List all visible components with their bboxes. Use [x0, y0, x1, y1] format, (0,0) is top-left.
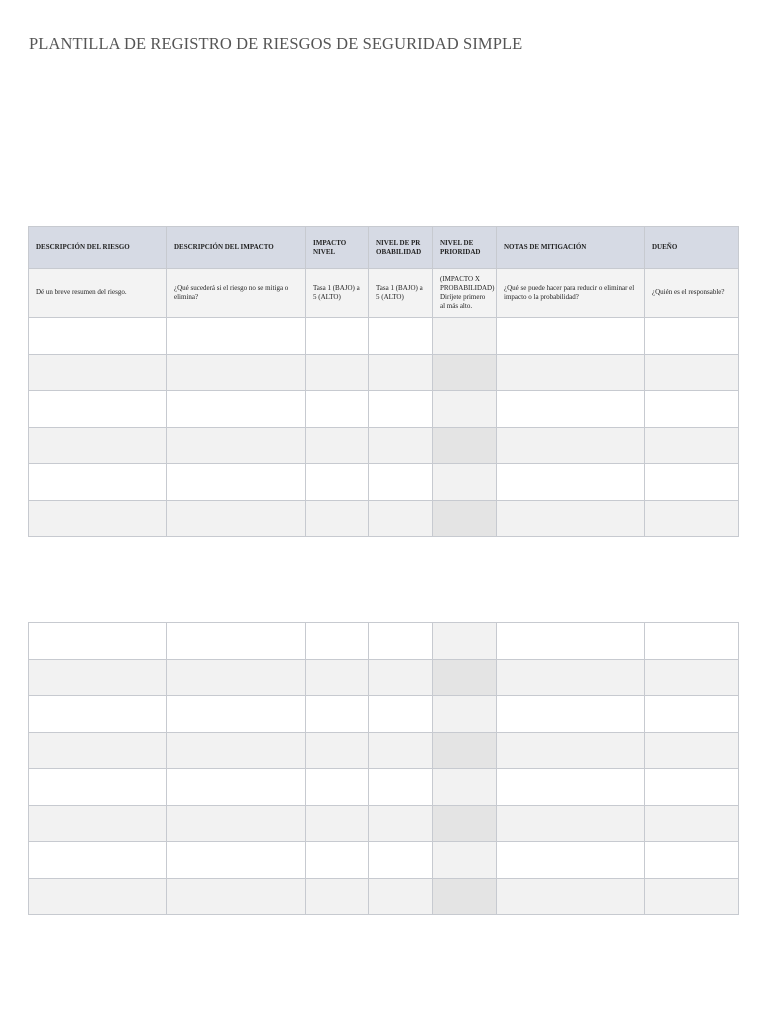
probability-level-cell[interactable]: [369, 464, 433, 501]
mitigation-notes-cell[interactable]: [497, 696, 645, 733]
mitigation-notes-cell[interactable]: [497, 659, 645, 696]
priority-level-cell[interactable]: [433, 878, 497, 915]
impact-description-cell[interactable]: [167, 805, 306, 842]
priority-level-cell[interactable]: [433, 805, 497, 842]
header-row: [29, 227, 739, 269]
priority-level-cell[interactable]: [433, 696, 497, 733]
mitigation-notes-cell[interactable]: [497, 623, 645, 660]
risk-description-cell[interactable]: [29, 732, 167, 769]
risk-description-cell[interactable]: [29, 659, 167, 696]
table-row: [29, 318, 739, 355]
priority-level-cell[interactable]: [433, 732, 497, 769]
impact-level-cell[interactable]: [306, 842, 369, 879]
table-row: [29, 805, 739, 842]
header-mitigation-notes: NOTAS DE MITIGACIÓN: [497, 227, 645, 269]
mitigation-notes-cell[interactable]: [497, 427, 645, 464]
impact-description-cell[interactable]: [167, 659, 306, 696]
owner-cell[interactable]: [645, 769, 739, 806]
risk-register-table-continued: [28, 622, 739, 915]
table-row: [29, 696, 739, 733]
priority-level-cell[interactable]: [433, 623, 497, 660]
impact-level-cell[interactable]: [306, 623, 369, 660]
probability-level-cell[interactable]: [369, 842, 433, 879]
owner-cell[interactable]: [645, 427, 739, 464]
mitigation-notes-cell[interactable]: [497, 500, 645, 537]
impact-level-cell[interactable]: [306, 659, 369, 696]
impact-description-cell[interactable]: [167, 318, 306, 355]
owner-cell[interactable]: [645, 318, 739, 355]
mitigation-notes-cell[interactable]: [497, 842, 645, 879]
table-row: [29, 500, 739, 537]
probability-level-cell[interactable]: [369, 427, 433, 464]
owner-cell[interactable]: [645, 878, 739, 915]
priority-level-cell[interactable]: [433, 318, 497, 355]
guide-row: [29, 269, 739, 318]
owner-cell[interactable]: [645, 659, 739, 696]
impact-level-cell[interactable]: [306, 732, 369, 769]
guide-impact-level: Tasa 1 (BAJO) a 5 (ALTO): [306, 269, 369, 318]
priority-level-cell[interactable]: [433, 391, 497, 428]
header-priority-level: NIVEL DE PRIORIDAD: [433, 227, 497, 269]
risk-description-cell[interactable]: [29, 696, 167, 733]
owner-cell[interactable]: [645, 464, 739, 501]
probability-level-cell[interactable]: [369, 354, 433, 391]
impact-level-cell[interactable]: [306, 354, 369, 391]
header-owner: DUEÑO: [645, 227, 739, 269]
probability-level-cell[interactable]: [369, 623, 433, 660]
owner-cell[interactable]: [645, 696, 739, 733]
owner-cell[interactable]: [645, 805, 739, 842]
table-row: [29, 842, 739, 879]
guide-owner: ¿Quién es el responsable?: [645, 269, 739, 318]
risk-description-cell[interactable]: [29, 354, 167, 391]
header-impact-description: DESCRIPCIÓN DEL IMPACTO: [167, 227, 306, 269]
owner-cell[interactable]: [645, 354, 739, 391]
impact-level-cell[interactable]: [306, 805, 369, 842]
table-row: [29, 878, 739, 915]
probability-level-cell[interactable]: [369, 732, 433, 769]
mitigation-notes-cell[interactable]: [497, 769, 645, 806]
risk-description-cell[interactable]: [29, 427, 167, 464]
impact-level-cell[interactable]: [306, 427, 369, 464]
guide-priority-level: (IMPACTO X PROBABILIDAD) Diríjete primero al más alto.: [433, 269, 497, 318]
page-title: PLANTILLA DE REGISTRO DE RIESGOS DE SEGURIDAD SIMPLE: [29, 34, 523, 53]
impact-level-cell[interactable]: [306, 391, 369, 428]
table-row: [29, 464, 739, 501]
impact-description-cell[interactable]: [167, 842, 306, 879]
header-risk-description: DESCRIPCIÓN DEL RIESGO: [29, 227, 167, 269]
impact-description-cell[interactable]: [167, 354, 306, 391]
probability-level-cell[interactable]: [369, 318, 433, 355]
priority-level-cell[interactable]: [433, 427, 497, 464]
owner-cell[interactable]: [645, 623, 739, 660]
owner-cell[interactable]: [645, 500, 739, 537]
priority-level-cell[interactable]: [433, 354, 497, 391]
table-row: [29, 391, 739, 428]
probability-level-cell[interactable]: [369, 769, 433, 806]
impact-level-cell[interactable]: [306, 878, 369, 915]
impact-description-cell[interactable]: [167, 464, 306, 501]
mitigation-notes-cell[interactable]: [497, 318, 645, 355]
mitigation-notes-cell[interactable]: [497, 464, 645, 501]
mitigation-notes-cell[interactable]: [497, 732, 645, 769]
impact-level-cell[interactable]: [306, 696, 369, 733]
impact-description-cell[interactable]: [167, 427, 306, 464]
impact-level-cell[interactable]: [306, 318, 369, 355]
probability-level-cell[interactable]: [369, 696, 433, 733]
impact-description-cell[interactable]: [167, 769, 306, 806]
impact-description-cell[interactable]: [167, 878, 306, 915]
impact-description-cell[interactable]: [167, 732, 306, 769]
mitigation-notes-cell[interactable]: [497, 805, 645, 842]
guide-impact-description: ¿Qué sucederá si el riesgo no se mitiga o elimina?: [167, 269, 306, 318]
mitigation-notes-cell[interactable]: [497, 391, 645, 428]
risk-description-cell[interactable]: [29, 842, 167, 879]
table-row: [29, 623, 739, 660]
probability-level-cell[interactable]: [369, 659, 433, 696]
table-row: [29, 427, 739, 464]
table-row: [29, 769, 739, 806]
risk-description-cell[interactable]: [29, 391, 167, 428]
header-impact-level: IMPACTO NIVEL: [306, 227, 369, 269]
risk-description-cell[interactable]: [29, 769, 167, 806]
risk-description-cell[interactable]: [29, 500, 167, 537]
impact-description-cell[interactable]: [167, 391, 306, 428]
risk-register-table: [28, 226, 739, 537]
impact-description-cell[interactable]: [167, 696, 306, 733]
risk-description-cell[interactable]: [29, 318, 167, 355]
impact-description-cell[interactable]: [167, 623, 306, 660]
impact-description-cell[interactable]: [167, 500, 306, 537]
owner-cell[interactable]: [645, 391, 739, 428]
priority-level-cell[interactable]: [433, 464, 497, 501]
guide-probability-level: Tasa 1 (BAJO) a 5 (ALTO): [369, 269, 433, 318]
risk-description-cell[interactable]: [29, 805, 167, 842]
risk-description-cell[interactable]: [29, 623, 167, 660]
owner-cell[interactable]: [645, 732, 739, 769]
guide-mitigation-notes: ¿Qué se puede hacer para reducir o eliminar el impacto o la probabilidad?: [497, 269, 645, 318]
impact-level-cell[interactable]: [306, 464, 369, 501]
priority-level-cell[interactable]: [433, 659, 497, 696]
mitigation-notes-cell[interactable]: [497, 878, 645, 915]
probability-level-cell[interactable]: [369, 391, 433, 428]
probability-level-cell[interactable]: [369, 805, 433, 842]
impact-level-cell[interactable]: [306, 500, 369, 537]
mitigation-notes-cell[interactable]: [497, 354, 645, 391]
priority-level-cell[interactable]: [433, 769, 497, 806]
table-row: [29, 659, 739, 696]
table-row: [29, 354, 739, 391]
owner-cell[interactable]: [645, 842, 739, 879]
header-probability-level: NIVEL DE PROBABILIDAD: [369, 227, 433, 269]
risk-description-cell[interactable]: [29, 464, 167, 501]
impact-level-cell[interactable]: [306, 769, 369, 806]
probability-level-cell[interactable]: [369, 500, 433, 537]
priority-level-cell[interactable]: [433, 500, 497, 537]
priority-level-cell[interactable]: [433, 842, 497, 879]
guide-risk-description: Dé un breve resumen del riesgo.: [29, 269, 167, 318]
risk-description-cell[interactable]: [29, 878, 167, 915]
table-row: [29, 732, 739, 769]
probability-level-cell[interactable]: [369, 878, 433, 915]
